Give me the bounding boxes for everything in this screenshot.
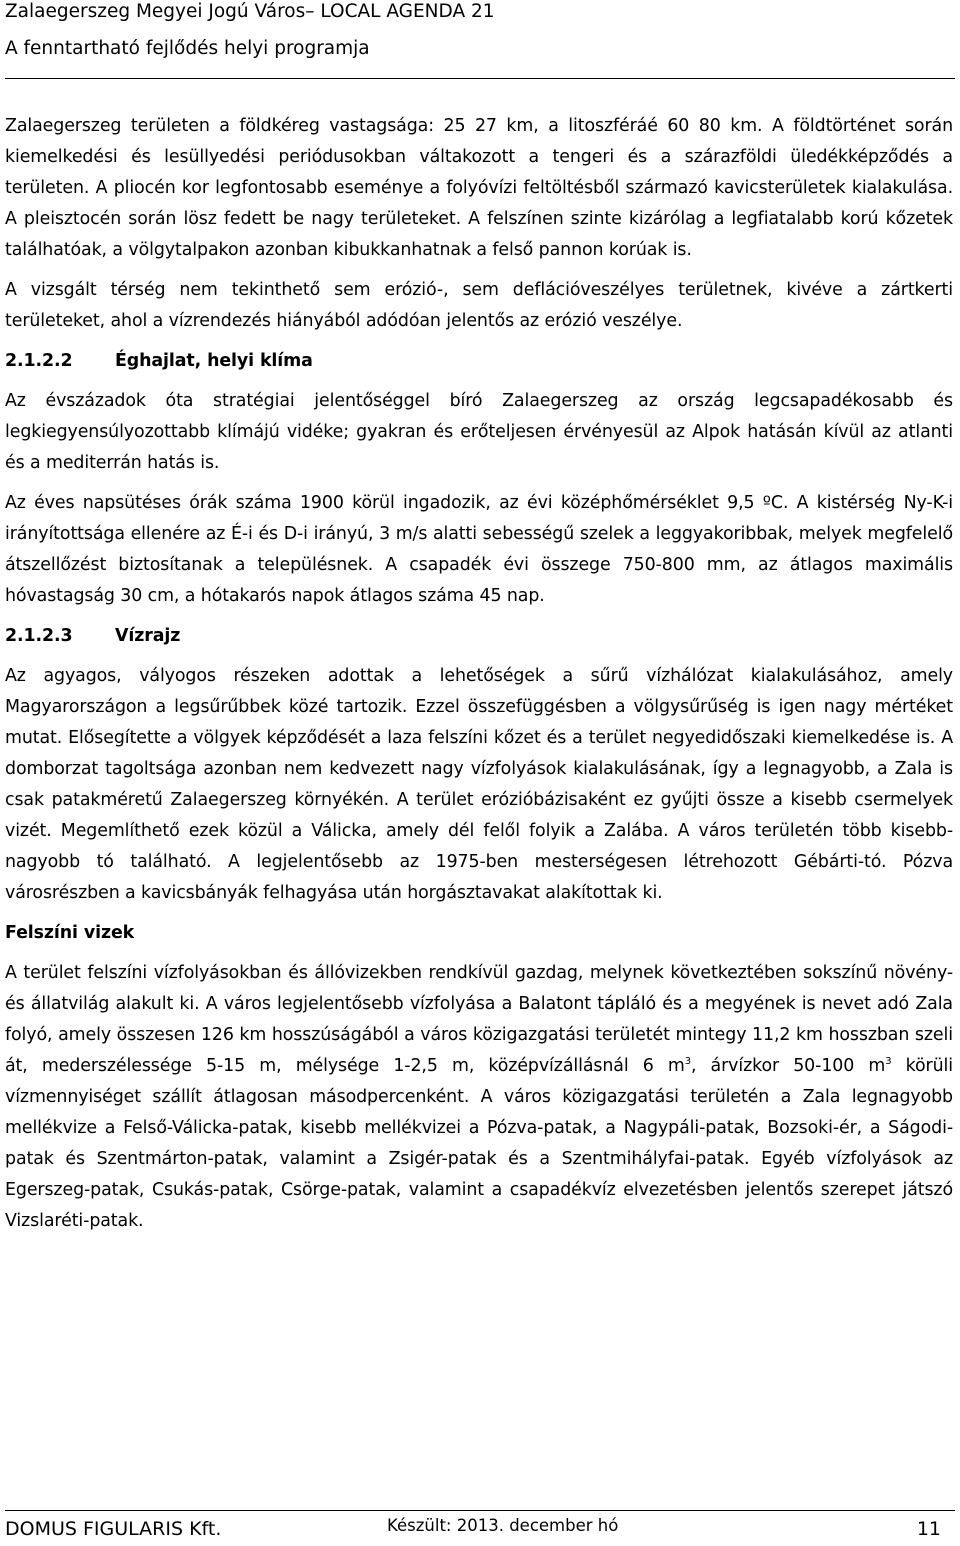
header-title: Zalaegerszeg Megyei Jogú Város– LOCAL AGENDA 21: [5, 1, 495, 22]
page-footer: [5, 1510, 955, 1546]
paragraph-erosion: A vizsgált térség nem tekinthető sem erózió-, sem deflációveszélyes területnek, kivéve a zártkerti területeket, ahol a vízrendezés hiányából adódóan jelentős az erózió veszélye.: [5, 280, 953, 331]
header-subtitle: A fenntartható fejlődés helyi programja: [5, 38, 370, 59]
section-heading-climate: [5, 346, 953, 377]
paragraph-surface-waters: [5, 958, 953, 1237]
text-run: , árvízkor 50-100 m: [690, 1056, 886, 1076]
text-run: A terület felszíni vízfolyásokban és állóvizekben rendkívül gazdag, melynek következtében sokszínű növény- és állatvilág alakult ki. A város legjelentősebb vízfolyása a Balatont tápláló és a megyének is nevet adó Zala folyó, amely összesen 126 km hosszúságából a város közigazgatási területét mintegy 11,2 km hosszban szeli át, mederszélessége 5-15 m, mélysége 1-2,5 m, középvízállásnál 6 m: [5, 963, 953, 1076]
paragraph-climate-data: Az éves napsütéses órák száma 1900 körül ingadozik, az évi középhőmérséklet 9,5 ºC. A kistérség Ny-K-i irányítottsága ellenére az É-i és D-i irányú, 3 m/s alatti sebességű szelek a leggyakoribbak, melyek megfelelő átszellőzést biztosítanak a településnek. A csapadék évi összege 750-800 mm, az átlagos maximális hóvastagság 30 cm, a hótakarós napok átlagos száma 45 nap.: [5, 493, 953, 606]
section-title: Éghajlat, helyi klíma: [115, 351, 313, 371]
section-number: 2.1.2.2: [5, 351, 73, 371]
paragraph-geology: Zalaegerszeg területen a földkéreg vastagsága: 25 27 km, a litoszféráé 60 80 km. A földtörténet során kiemelkedési és lesüllyedési periódusokban váltakozott a tengeri és a szárazföldi üledékképződés a területen. A pliocén kor legfontosabb eseménye a folyóvízi feltöltésből származó kavicsterületek kialakulása. A pleisztocén során lösz fedett be nagy területeket. A felszínen szinte kizárólag a legfiatalabb korú kőzetek találhatóak, a völgytalpakon azonban kibukkanhatnak a felső pannon korúak is.: [5, 116, 953, 260]
paragraph-climate-intro: Az évszázadok óta stratégiai jelentőséggel bíró Zalaegerszeg az ország legcsapadékosabb és legkiegyensúlyozottabb klímájú vidéke; gyakran és erőteljesen érvényesül az Alpok hatásán kívül az atlanti és a mediterrán hatás is.: [5, 391, 953, 473]
superscript: 3: [684, 1056, 691, 1067]
superscript: 3: [885, 1056, 892, 1067]
subheading-surface-waters: Felszíni vizek: [5, 923, 135, 943]
document-body: [5, 111, 953, 1237]
section-heading-hydrology: [5, 621, 953, 652]
paragraph-hydrology: Az agyagos, vályogos részeken adottak a lehetőségek a sűrű vízhálózat kialakulásához, amely Magyarországon a legsűrűbbek közé tartozik. Ezzel összefüggésben a völgysűrűség is igen nagy mértéket mutat. Elősegítette a völgyek képződését a laza felszíni kőzet és a terület negyedidőszaki kiemelkedése is. A domborzat tagoltsága azonban nem kedvezett nagy vízfolyások kialakulásának, így a legnagyobb, a Zala is csak patakméretű Zalaegerszeg környékén. A terület erózióbázisaként ez gyűjti össze a kisebb csermelyek vizét. Megemlíthető ezek közül a Válicka, amely dél felől folyik a Zalába. A város területén több kisebb-nagyobb tó található. A legjelentősebb az 1975-ben mesterségesen létrehozott Gébárti-tó. Pózva városrészben a kavicsbányák felhagyása után horgásztavakat alakítottak ki.: [5, 666, 953, 903]
page-header: [5, 0, 955, 79]
footer-date: Készült: 2013. december hó: [387, 1516, 619, 1535]
footer-company: DOMUS FIGULARIS Kft.: [5, 1518, 222, 1540]
section-number: 2.1.2.3: [5, 626, 73, 646]
section-title: Vízrajz: [115, 626, 181, 646]
page-number: 11: [916, 1518, 941, 1540]
text-run: körüli vízmennyiséget szállít átlagosan másodpercenként. A város közigazgatási területén a Zala legnagyobb mellékvize a Felső-Válicka-patak, kisebb mellékvizei a Pózva-patak, a Nagypáli-patak, Bozsoki-ér, a Ságodi-patak és Szentmárton-patak, valamint a Zsigér-patak és a Szentmihályfai-patak. Egyéb vízfolyások az Egerszeg-patak, Csukás-patak, Csörge-patak, valamint a csapadékvíz elvezetésben jelentős szerepet játszó Vizslaréti-patak.: [5, 1056, 953, 1231]
